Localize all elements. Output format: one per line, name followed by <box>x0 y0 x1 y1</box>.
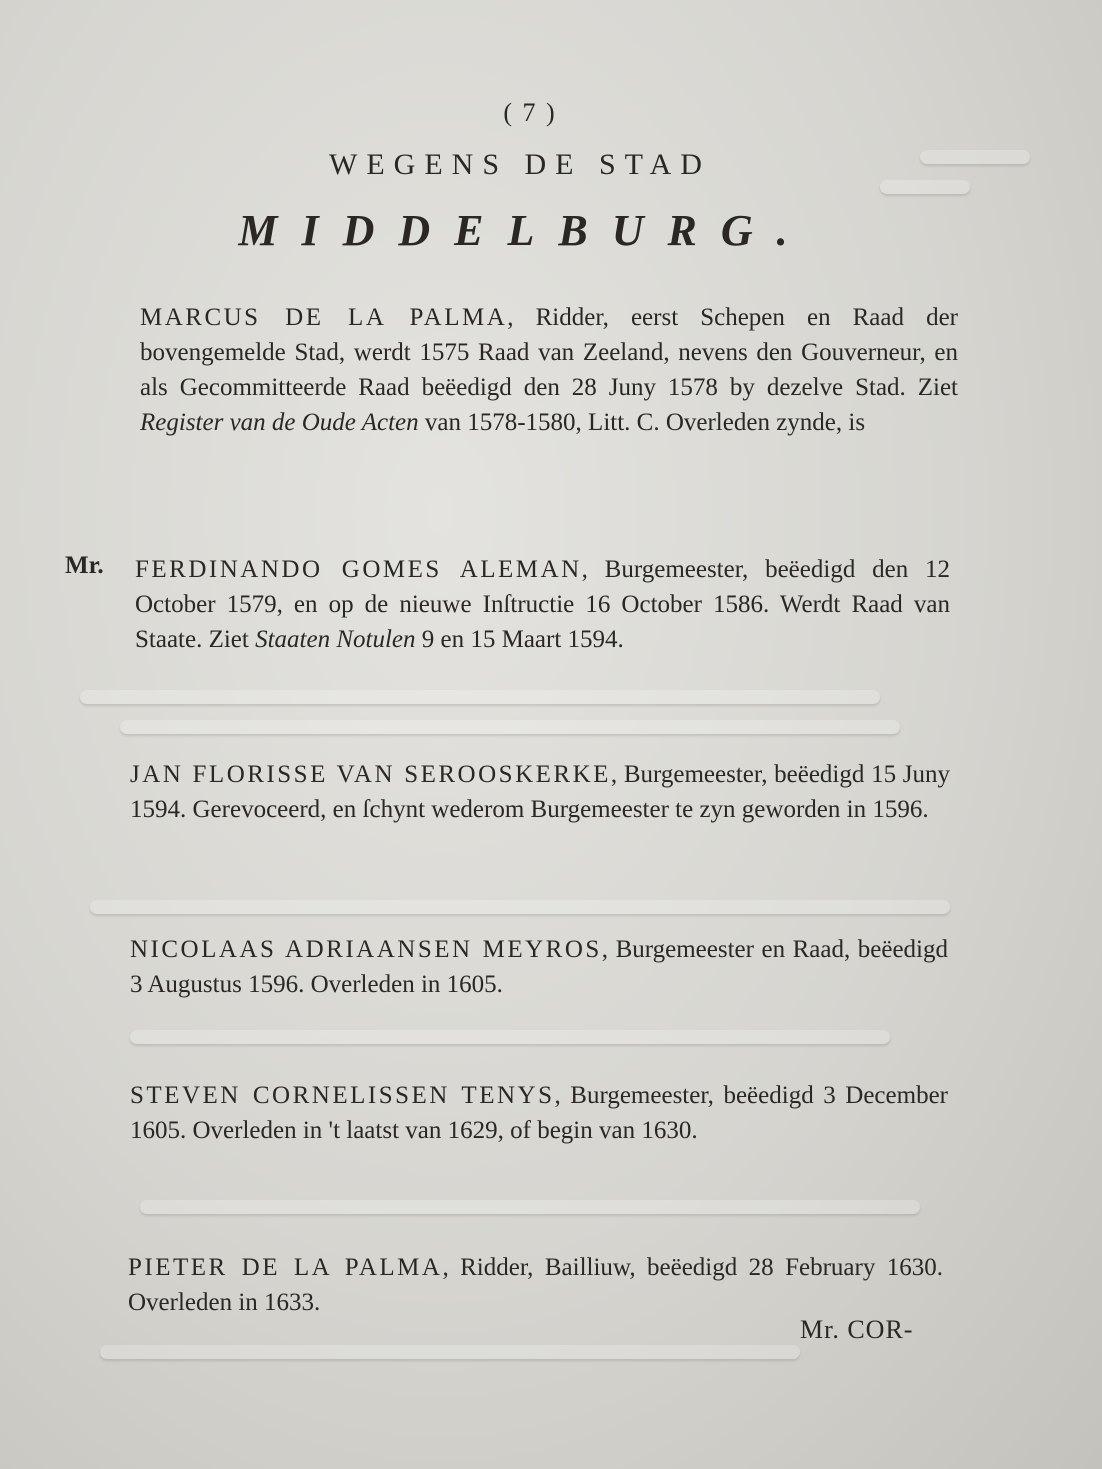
page-number: ( 7 ) <box>503 98 557 127</box>
entry-italic-text: Register van de Oude Acten <box>140 409 419 436</box>
city-title: MIDDELBURG. <box>238 206 812 255</box>
entry-text: , Ridder, eerst Schepen en Raad der bovengemelde Stad, werdt 1575 Raad van Zeeland, nevens den Gouverneur, en als Gecommitteerde Raad beëedigd den 28 Juny 1578 by dezelve Stad. Ziet <box>140 304 958 401</box>
page-heading: WEGENS DE STAD <box>329 148 711 181</box>
entry-text: , Burgemeester, beëedigd den 12 October 1579, en op de nieuwe Inſtructie 16 October 1586. Werdt Raad van Staate. Ziet <box>135 556 950 653</box>
person-name: FERDINANDO GOMES ALEMAN <box>135 556 582 583</box>
person-name: STEVEN CORNELISSEN TENYS <box>130 1082 555 1109</box>
person-name: PIETER DE LA PALMA <box>128 1254 443 1281</box>
show-through-mark <box>880 180 970 194</box>
show-through-mark <box>140 1200 920 1214</box>
show-through-mark <box>100 1345 800 1359</box>
entry <box>128 1250 943 1320</box>
entry-text: van 1578-1580, Litt. C. Overleden zynde, is <box>418 409 866 436</box>
catchword: Mr. COR- <box>800 1315 914 1344</box>
entry <box>130 1078 948 1148</box>
entry-text: , Ridder, Bailliuw, beëedigd 28 February 1630. Overleden in 1633. <box>128 1254 943 1316</box>
person-name: MARCUS DE LA PALMA <box>140 304 508 331</box>
show-through-mark <box>120 720 900 734</box>
entry-italic-text: Staaten Notulen <box>255 626 416 653</box>
show-through-mark <box>920 150 1030 164</box>
show-through-mark <box>80 690 880 704</box>
show-through-mark <box>130 1030 890 1044</box>
entry-prefix: Mr. <box>65 552 104 579</box>
entry-text: , Burgemeester en Raad, beëedigd 3 Augustus 1596. Overleden in 1605. <box>130 936 949 998</box>
entry <box>135 552 950 657</box>
entry <box>130 757 950 827</box>
entry-text: , Burgemeester, beëedigd 15 Juny 1594. Gerevoceerd, en ſchynt wederom Burgemeester te zyn geworden in 1596. <box>130 761 950 823</box>
entry-text: , Burgemeester, beëedigd 3 December 1605. Overleden in 't laatst van 1629, of begin van 1630. <box>130 1082 948 1144</box>
entry-text: 9 en 15 Maart 1594. <box>415 626 624 653</box>
person-name: JAN FLORISSE VAN SEROOSKERKE <box>130 761 611 788</box>
person-name: NICOLAAS ADRIAANSEN MEYROS <box>130 936 602 963</box>
show-through-mark <box>90 900 950 914</box>
entry <box>140 300 958 440</box>
entry <box>130 932 948 1002</box>
